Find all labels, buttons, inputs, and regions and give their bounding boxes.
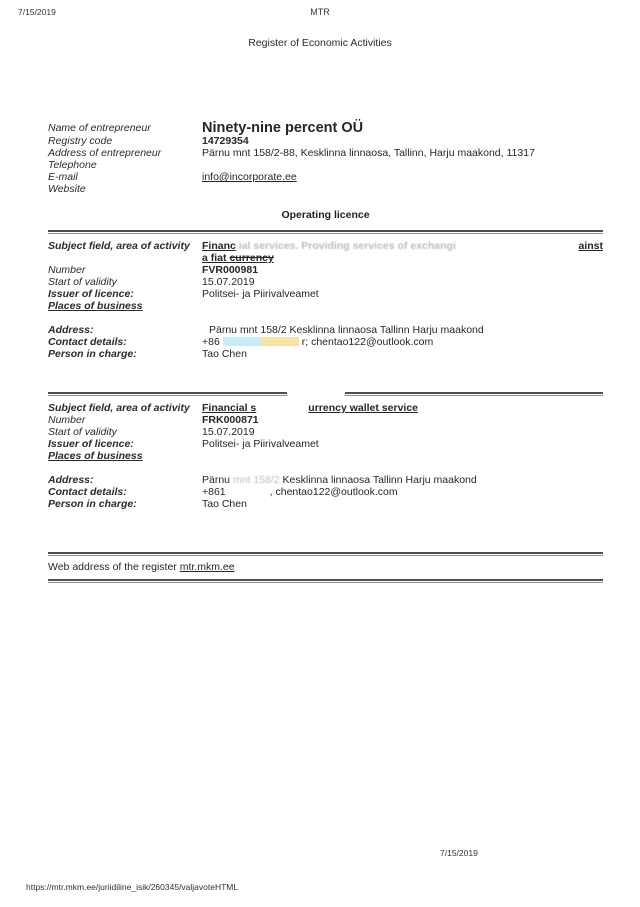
contact-email: , chentao122@outlook.com: [269, 486, 398, 498]
place-address-post: Kesklinna linnaosa Tallinn Harju maakond: [286, 324, 484, 336]
number-label: Number: [48, 414, 86, 426]
person-in-charge-label: Person in charge:: [48, 498, 137, 510]
person-in-charge-label: Person in charge:: [48, 348, 137, 360]
subject-link-start[interactable]: Financial s: [202, 402, 257, 414]
info-row-registry-code: [48, 135, 603, 147]
place-of-business-details: [48, 474, 603, 510]
licence-number: FVR000981: [202, 264, 259, 276]
validity-row: [48, 426, 603, 438]
place-of-business-details: [48, 324, 603, 360]
telephone-label: Telephone: [48, 159, 97, 171]
person-in-charge-value: Tao Chen: [202, 498, 247, 510]
place-address-post: Kesklinna linnaosa Tallinn Harju maakond: [279, 474, 477, 486]
info-row-email: [48, 171, 603, 183]
contact-phone-prefix: +86: [202, 336, 220, 348]
website-label: Website: [48, 183, 86, 195]
entrepreneur-name: Ninety-nine percent OÜ: [202, 120, 364, 136]
validity-date: 15.07.2019: [202, 426, 255, 438]
divider-rule: [48, 579, 603, 583]
subject-field-label: Subject field, area of activity: [48, 402, 190, 414]
issuer-value: Politsei- ja Piirivalveamet: [202, 438, 319, 450]
redaction-highlight-blue: [223, 337, 261, 346]
issuer-row: [48, 438, 603, 450]
print-footer-url: https://mtr.mkm.ee/juriidiline_isik/260345/valjavoteHTML: [26, 882, 239, 892]
licence-block-2: [48, 396, 603, 510]
registry-code-label: Registry code: [48, 135, 113, 147]
print-footer-date: 7/15/2019: [440, 848, 478, 858]
places-row: [48, 300, 603, 312]
contact-row: [48, 336, 603, 348]
redacted-subject-text: ial services. Providing services of exchangi: [238, 240, 456, 252]
contact-label: Contact details:: [48, 486, 127, 498]
place-address-row: [48, 474, 603, 486]
subject-link-line2[interactable]: a fiat: [202, 252, 230, 264]
info-row-name: [48, 122, 603, 135]
address-value: Pärnu mnt 158/2-88, Kesklinna linnaosa, Tallinn, Harju maakond, 11317: [202, 147, 535, 159]
redaction-highlight-yellow: [261, 337, 299, 346]
print-header-title: MTR: [310, 7, 330, 17]
email-label: E-mail: [48, 171, 78, 183]
places-row: [48, 450, 603, 462]
issuer-value: Politsei- ja Piirivalveamet: [202, 288, 319, 300]
print-header-date: 7/15/2019: [18, 7, 56, 17]
places-of-business-label: Places of business: [48, 450, 143, 462]
place-address-value: mnt 158/2: [239, 324, 287, 336]
register-web-address-label: Web address of the register: [48, 561, 180, 573]
contact-email: r; chentao122@outlook.com: [301, 336, 434, 348]
name-label: Name of entrepreneur: [48, 122, 151, 134]
subject-row: [48, 402, 603, 414]
validity-date: 15.07.2019: [202, 276, 255, 288]
issuer-label: Issuer of licence:: [48, 288, 134, 300]
place-address-row: [48, 324, 603, 336]
register-web-address-line: [48, 556, 603, 579]
info-row-address: [48, 147, 603, 159]
subject-row-line2: [48, 252, 603, 264]
subject-field-label: Subject field, area of activity: [48, 240, 190, 252]
info-row-website: [48, 183, 603, 195]
number-row: [48, 414, 603, 426]
contact-label: Contact details:: [48, 336, 127, 348]
number-label: Number: [48, 264, 86, 276]
place-address-pre: Pärnu: [209, 324, 240, 336]
redacted-address-text: mnt 158/2: [232, 474, 280, 486]
place-address-label: Address:: [48, 324, 94, 336]
issuer-row: [48, 288, 603, 300]
places-of-business-label: Places of business: [48, 300, 143, 312]
address-label: Address of entrepreneur: [48, 147, 162, 159]
issuer-label: Issuer of licence:: [48, 438, 134, 450]
place-address-label: Address:: [48, 474, 94, 486]
contact-phone-prefix: +861: [202, 486, 226, 498]
page-title: Register of Economic Activities: [248, 37, 392, 49]
person-row: [48, 498, 603, 510]
document-body: [48, 122, 603, 583]
contact-row: [48, 486, 603, 498]
subject-link-end[interactable]: urrency wallet service: [308, 402, 419, 414]
number-row: [48, 264, 603, 276]
subject-link-start[interactable]: Financ: [202, 240, 236, 252]
place-address-pre: Pärnu: [202, 474, 233, 486]
person-in-charge-value: Tao Chen: [202, 348, 247, 360]
section-title-operating-licence: Operating licence: [281, 209, 370, 221]
subject-link-end[interactable]: ainst: [578, 240, 603, 252]
registry-code-value: 14729354: [202, 135, 249, 147]
person-row: [48, 348, 603, 360]
subject-link-line2-strike[interactable]: currency: [229, 252, 274, 264]
validity-label: Start of validity: [48, 426, 117, 438]
email-link[interactable]: info@incorporate.ee: [202, 171, 297, 183]
licence-number: FRK000871: [202, 414, 259, 426]
validity-row: [48, 276, 603, 288]
info-row-telephone: [48, 159, 603, 171]
validity-label: Start of validity: [48, 276, 117, 288]
entrepreneur-info: [48, 122, 603, 195]
subject-row: [48, 240, 603, 252]
register-web-address-link[interactable]: mtr.mkm.ee: [179, 561, 235, 573]
licence-block-1: [48, 234, 603, 360]
